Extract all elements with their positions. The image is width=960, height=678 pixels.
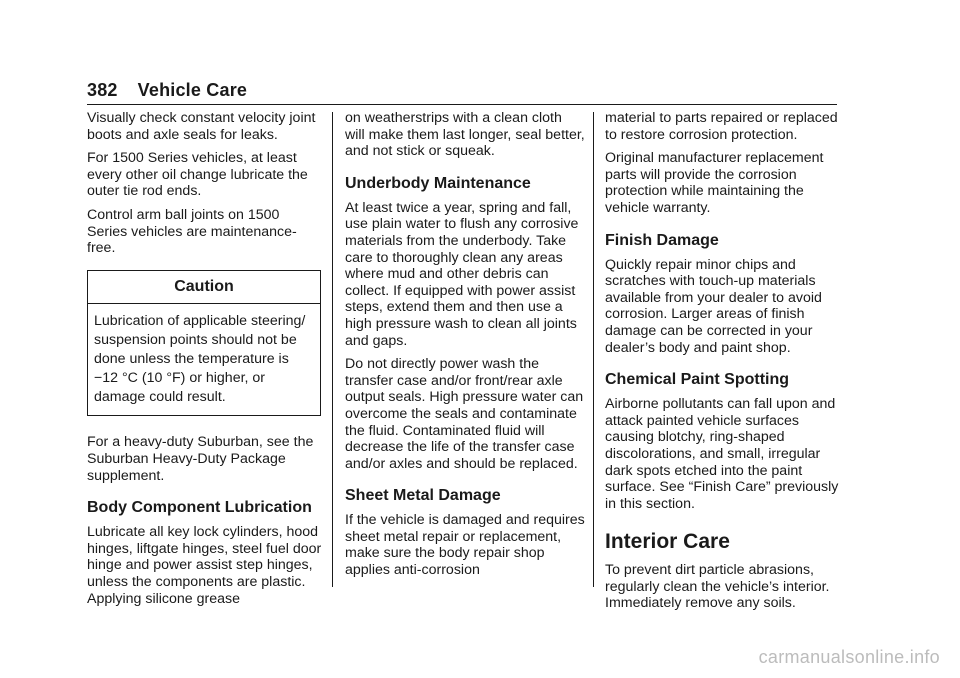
- paragraph-corrosion-protection: material to parts repaired or replaced to restore corrosion protection.: [605, 110, 838, 143]
- paragraph-tie-rod: For 1500 Series vehicles, at least every other oil change lubricate the outer tie rod ends.: [87, 150, 308, 200]
- heading-underbody-maintenance: Underbody Maintenance: [345, 174, 531, 192]
- paragraph-replacement-parts: Original manufacturer replacement parts will provide the corrosion protection while maintaining the vehicle warranty.: [605, 150, 824, 216]
- paragraph-heavy-duty: For a heavy-duty Suburban, see the Suburban Heavy-Duty Package supplement.: [87, 434, 314, 484]
- heading-finish-damage: Finish Damage: [605, 231, 719, 249]
- column-2: [345, 110, 585, 586]
- page-number: 382: [87, 80, 118, 100]
- paragraph-interior-care: To prevent dirt particle abrasions, regularly clean the vehicle’s interior. Immediately remove any soils.: [605, 562, 830, 612]
- heading-body-component-lubrication: Body Component Lubrication: [87, 499, 312, 517]
- paragraph-underbody: At least twice a year, spring and fall, use plain water to flush any corrosive materials from the underbody. Take care to thoroughly clean any areas where mud and other debris can collect. If equipped with power assist steps, extend them and then use a high pressure wash to clean all joints and gaps.: [345, 199, 579, 349]
- caution-title: Caution: [88, 271, 320, 305]
- heading-sheet-metal-damage: Sheet Metal Damage: [345, 487, 501, 505]
- paragraph-cv-joint: Visually check constant velocity joint boots and axle seals for leaks.: [87, 110, 316, 143]
- paragraph-weatherstrips: on weatherstrips with a clean cloth will make them last longer, seal better, and not stick or squeak.: [345, 110, 585, 160]
- watermark: carmanualsonline.info: [758, 647, 940, 667]
- column-divider-2: [593, 112, 594, 587]
- paragraph-ball-joints: Control arm ball joints on 1500 Series vehicles are maintenance-free.: [87, 206, 297, 257]
- page-header: [87, 80, 247, 101]
- column-1: [87, 110, 323, 614]
- paragraph-sheet-metal: If the vehicle is damaged and requires sheet metal repair or replacement, make sure the body repair shop applies anti-corrosion: [345, 512, 585, 579]
- paragraph-chemical-spotting: Airborne pollutants can fall upon and attack painted vehicle surfaces causing blotchy, ring-shaped discolorations, and small, irregular dark spots etched into the paint surface. See “Finish Care” previously in this section.: [605, 396, 839, 512]
- header-divider: [87, 104, 837, 105]
- paragraph-lubricate: Lubricate all key lock cylinders, hood hinges, liftgate hinges, steel fuel door hinge and power assist step hinges, unless the components are plastic. Applying silicone grease: [87, 524, 322, 607]
- heading-chemical-paint-spotting: Chemical Paint Spotting: [605, 371, 790, 389]
- paragraph-power-wash: Do not directly power wash the transfer case and/or front/rear axle output seals. High pressure water can overcome the seals and contaminate the fluid. Contaminated fluid will decrease the life of the transfer case and/or axles and should be replaced.: [345, 356, 584, 472]
- paragraph-finish-damage: Quickly repair minor chips and scratches with touch-up materials available from your dealer to avoid corrosion. Larger areas of finish damage can be corrected in your dealer’s body and paint shop.: [605, 256, 822, 356]
- caution-text: Lubrication of applicable steering/ suspension points should not be done unless the temperature is −12 °C (10 °F) or higher, or damage could result.: [94, 313, 306, 406]
- column-divider-1: [332, 112, 333, 587]
- section-title: Vehicle Care: [137, 80, 248, 100]
- caution-box: [87, 270, 321, 417]
- column-3: [605, 110, 841, 619]
- heading-interior-care: Interior Care: [605, 530, 730, 554]
